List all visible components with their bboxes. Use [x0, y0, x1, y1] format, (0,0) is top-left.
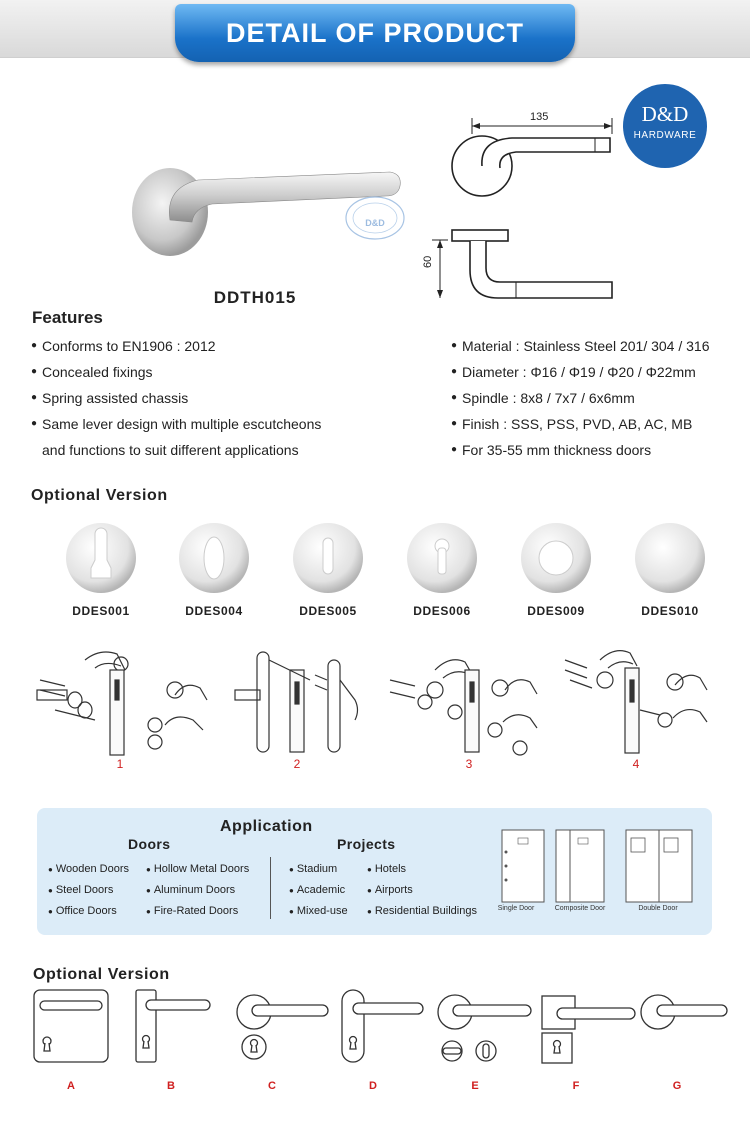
project-item: ● Residential Buildings: [367, 905, 477, 917]
dimension-width: 135: [530, 111, 549, 123]
option-f-drawing: [542, 996, 635, 1063]
page-title: DETAIL OF PRODUCT: [175, 4, 575, 62]
optional-version-drawings: [30, 985, 730, 1070]
escutcheon-label: DDES009: [527, 604, 585, 618]
door-type-item: ● Hollow Metal Doors: [146, 863, 250, 875]
project-item: ● Academic: [289, 884, 346, 896]
logo-brand: D&D: [641, 102, 689, 126]
installation-diagrams: [25, 640, 725, 760]
door-type-caption: Double Door: [638, 905, 678, 912]
project-item: ● Airports: [367, 884, 413, 896]
option-letter: B: [167, 1080, 175, 1092]
optional-version-title: Optional Version: [31, 487, 168, 504]
escutcheon-ddes004: [179, 523, 249, 593]
door-type-item: ● Steel Doors: [48, 884, 114, 896]
option-letter: A: [67, 1080, 75, 1092]
escutcheon-ddes010: [635, 523, 705, 593]
escutcheon-label: DDES006: [413, 604, 471, 618]
logo-subtitle: HARDWARE: [633, 130, 697, 141]
product-model: DDTH015: [213, 288, 297, 307]
option-letter: G: [672, 1080, 682, 1092]
escutcheon-label: DDES010: [641, 604, 699, 618]
features-title: Features: [32, 308, 103, 327]
feature-item: ● Concealed fixings: [31, 364, 153, 380]
project-item: ● Stadium: [289, 863, 338, 875]
feature-item: ● Spring assisted chassis: [31, 390, 189, 406]
escutcheon-label: DDES005: [299, 604, 357, 618]
diagram-number: 1: [116, 757, 124, 771]
feature-item: ● Material : Stainless Steel 201/ 304 / 316: [451, 338, 710, 354]
escutcheon-row: [55, 520, 725, 600]
diagram-number: 3: [465, 757, 473, 771]
application-title: Application: [220, 818, 313, 835]
option-a-drawing: [34, 990, 108, 1062]
feature-item: ● Diameter : Φ16 / Φ19 / Φ20 / Φ22mm: [451, 364, 696, 380]
escutcheon-ddes001: [66, 523, 136, 593]
installation-diagram-1: [37, 652, 207, 755]
installation-diagram-2: [235, 652, 358, 752]
double-door-illustration: [626, 830, 692, 902]
optional-version-title-2: Optional Version: [33, 966, 170, 983]
option-letter: D: [369, 1080, 377, 1092]
composite-door-illustration: [556, 830, 604, 902]
door-type-caption: Composite Door: [554, 905, 606, 912]
diagram-number: 4: [632, 757, 640, 771]
option-e-drawing: [438, 995, 531, 1061]
feature-item: ● Spindle : 8x8 / 7x7 / 6x6mm: [451, 390, 635, 406]
escutcheon-label: DDES001: [72, 604, 130, 618]
door-type-item: ● Aluminum Doors: [146, 884, 236, 896]
single-door-illustration: [502, 830, 544, 902]
projects-title: Projects: [337, 836, 396, 852]
installation-diagram-4: [565, 651, 707, 753]
feature-item: ● Conforms to EN1906 : 2012: [31, 338, 216, 354]
features-left-list: [31, 333, 361, 463]
features-right-list: [451, 333, 741, 463]
option-letter: C: [268, 1080, 276, 1092]
option-d-drawing: [342, 990, 423, 1062]
option-letter: E: [471, 1080, 479, 1092]
door-type-caption: Single Door: [497, 905, 535, 912]
diagram-number: 2: [293, 757, 301, 771]
door-type-illustrations: [490, 822, 705, 904]
watermark-text: D&D: [365, 218, 385, 228]
option-b-drawing: [136, 990, 210, 1062]
option-c-drawing: [237, 995, 328, 1059]
option-g-drawing: [641, 995, 727, 1029]
door-type-item: ● Fire-Rated Doors: [146, 905, 239, 917]
option-letter: F: [572, 1080, 580, 1092]
escutcheon-ddes006: [407, 523, 477, 593]
installation-diagram-3: [390, 660, 537, 755]
brand-logo: [623, 84, 707, 168]
feature-item: ● Finish : SSS, PSS, PVD, AB, AC, MB: [451, 416, 693, 432]
project-item: ● Hotels: [367, 863, 407, 875]
project-item: ● Mixed-use: [289, 905, 348, 917]
escutcheon-ddes005: [293, 523, 363, 593]
technical-drawing: [420, 100, 620, 310]
feature-item: ● Same lever design with multiple escutcheons: [31, 416, 322, 432]
feature-item: ● For 35-55 mm thickness doors: [451, 442, 652, 458]
door-type-item: ● Office Doors: [48, 905, 117, 917]
dimension-height: 60: [422, 255, 434, 268]
escutcheon-ddes009: [521, 523, 591, 593]
application-divider: [270, 857, 271, 919]
doors-title: Doors: [128, 836, 171, 852]
escutcheon-label: DDES004: [185, 604, 243, 618]
feature-item-continuation: and functions to suit different applications: [42, 442, 299, 458]
door-type-item: ● Wooden Doors: [48, 863, 130, 875]
